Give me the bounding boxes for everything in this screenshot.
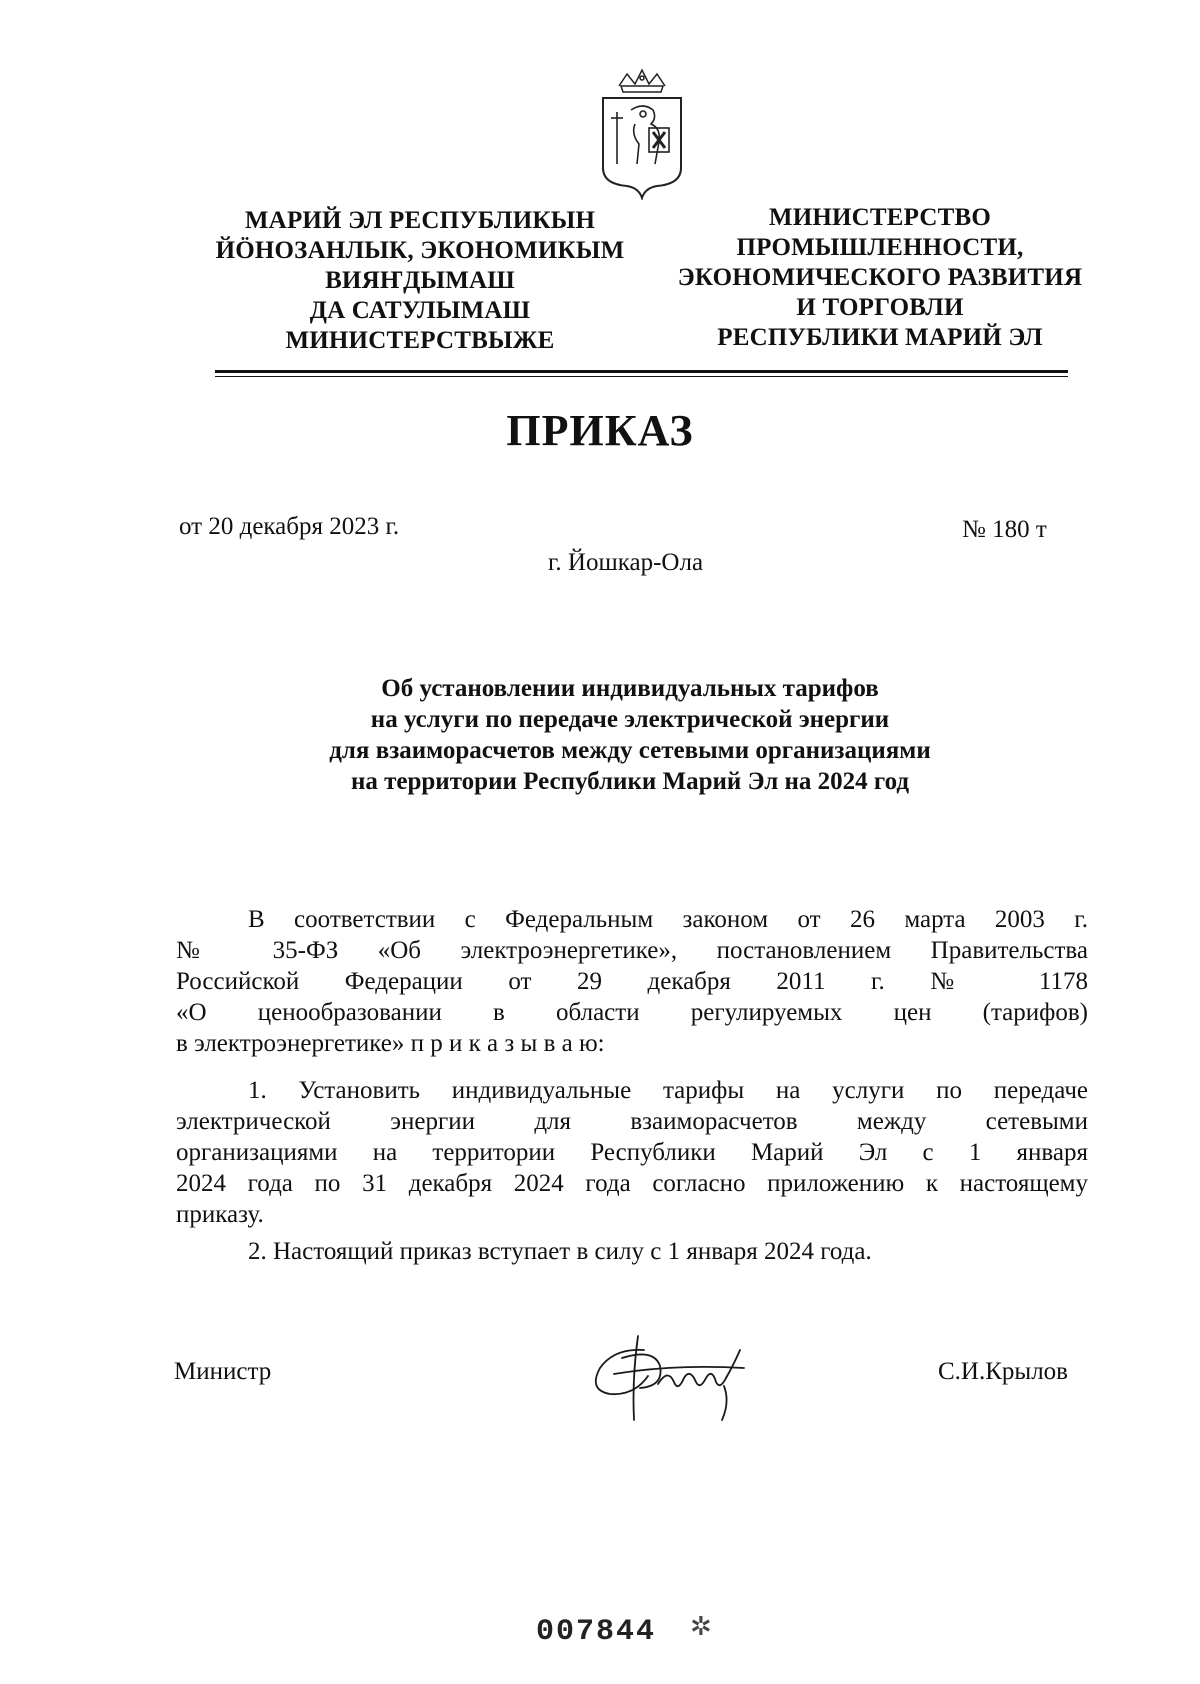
header-left-ministry-mari xyxy=(180,206,660,356)
signer-position: Министр xyxy=(174,1358,272,1385)
body-paragraph-item-2 xyxy=(176,1236,1088,1267)
coat-of-arms-icon xyxy=(597,68,687,200)
body-line: В соответствии с Федеральным законом от 26 марта 2003 г. xyxy=(248,906,1088,933)
body-paragraph-preamble xyxy=(176,904,1088,1059)
header-right-line: ПРОМЫШЛЕННОСТИ, xyxy=(736,234,1024,261)
header-left-line: ЙӦНОЗАНЛЫК, ЭКОНОМИКЫМ xyxy=(215,237,625,264)
subject-line: для взаиморасчетов между сетевыми организациями xyxy=(329,737,931,764)
subject-line: на территории Республики Марий Эл на 2024 год xyxy=(350,768,910,795)
document-title: ПРИКАЗ xyxy=(506,406,694,455)
signer-name: С.И.Крылов xyxy=(938,1358,1068,1385)
body-paragraph-item-1 xyxy=(176,1075,1088,1230)
header-left-line: ДА САТУЛЫМАШ xyxy=(309,297,531,324)
asterisk-stamp-icon: ✲ xyxy=(690,1612,712,1641)
header-right-line: И ТОРГОВЛИ xyxy=(796,294,964,321)
body-line: в электроэнергетике» п р и к а з ы в а ю: xyxy=(176,1030,605,1057)
subject-line: Об установлении индивидуальных тарифов xyxy=(381,675,879,702)
document-city: г. Йошкар-Ола xyxy=(548,549,704,576)
header-right-ministry-russian xyxy=(660,203,1100,353)
body-line: Российской Федерации от 29 декабря 2011 г. № 1178 xyxy=(176,968,1088,995)
header-left-line: ВИЯҤДЫМАШ xyxy=(325,267,515,294)
body-line: № 35-ФЗ «Об электроэнергетике», постановлением Правительства xyxy=(176,937,1088,964)
document-serial-number: 007844 xyxy=(536,1615,657,1649)
header-right-line: ЭКОНОМИЧЕСКОГО РАЗВИТИЯ xyxy=(677,264,1083,291)
subject-line: на услуги по передаче электрической энергии xyxy=(370,706,890,733)
header-divider-thin xyxy=(215,376,1068,377)
body-line: 2024 года по 31 декабря 2024 года согласно приложению к настоящему xyxy=(176,1170,1088,1197)
body-line: 2. Настоящий приказ вступает в силу с 1 января 2024 года. xyxy=(248,1238,872,1265)
header-left-line: МИНИСТЕРСТВЫЖЕ xyxy=(285,327,555,354)
handwritten-signature xyxy=(574,1328,784,1428)
body-line: «О ценообразовании в области регулируемых цен (тарифов) xyxy=(176,999,1088,1026)
body-line: электрической энергии для взаиморасчетов между сетевыми xyxy=(176,1108,1088,1135)
document-date: от 20 декабря 2023 г. xyxy=(179,513,400,540)
header-left-line: МАРИЙ ЭЛ РЕСПУБЛИКЫН xyxy=(244,207,596,234)
header-right-line: РЕСПУБЛИКИ МАРИЙ ЭЛ xyxy=(717,324,1043,351)
body-line: 1. Установить индивидуальные тарифы на услуги по передаче xyxy=(248,1077,1088,1104)
body-line: приказу. xyxy=(176,1201,264,1228)
document-number: № 180 т xyxy=(962,516,1047,543)
header-right-line: МИНИСТЕРСТВО xyxy=(768,204,992,231)
document-subject xyxy=(180,673,1080,797)
body-line: организациями на территории Республики Марий Эл с 1 января xyxy=(176,1139,1088,1166)
header-divider-thick xyxy=(215,370,1068,373)
